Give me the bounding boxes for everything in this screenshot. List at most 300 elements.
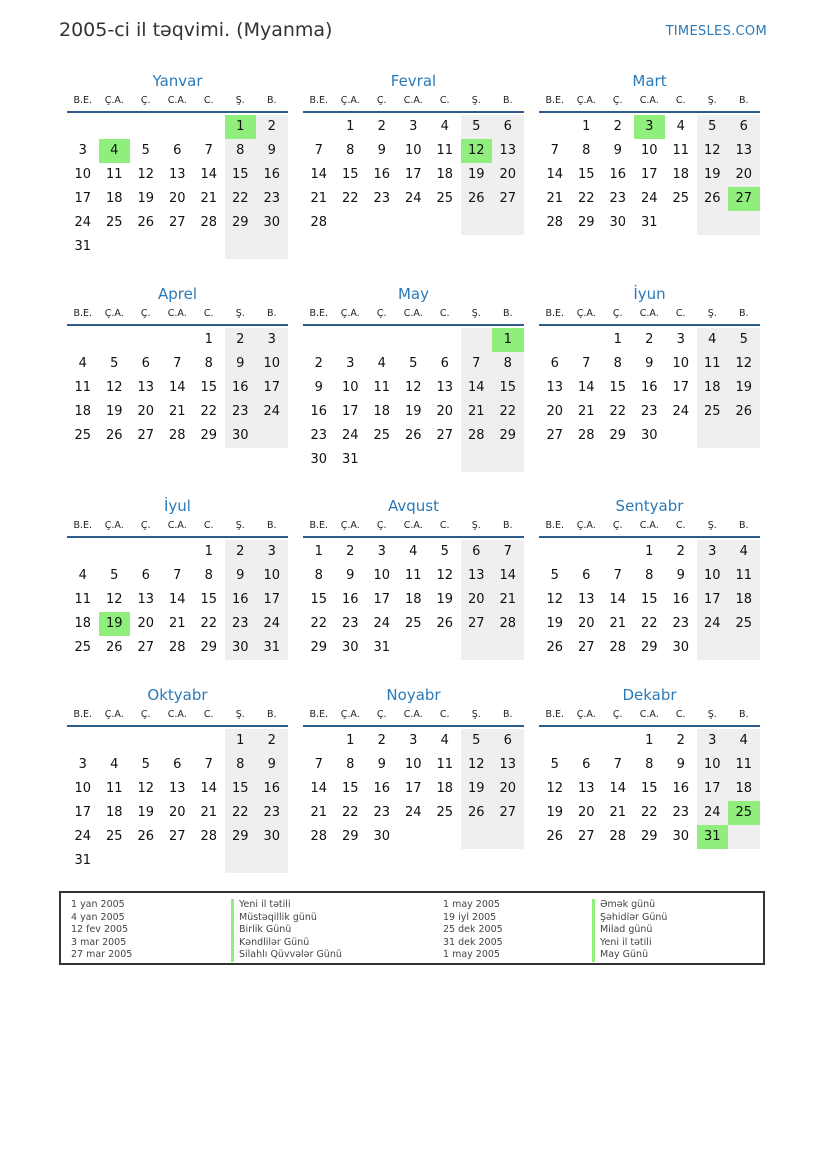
day-cell: 2 xyxy=(225,540,257,564)
weekday-header: B. xyxy=(502,709,513,720)
day-cell: 8 xyxy=(314,568,323,583)
day-cell: 28 xyxy=(168,640,186,655)
empty-day-cell xyxy=(429,448,461,472)
day-cell: 25 xyxy=(74,640,92,655)
empty-day-cell xyxy=(398,211,430,235)
legend-date: 27 mar 2005 xyxy=(71,949,133,960)
day-cell: 18 xyxy=(436,781,454,796)
day-cell: 2 xyxy=(314,356,323,371)
day-cell: 15 xyxy=(225,777,257,801)
day-cell: 20 xyxy=(436,404,454,419)
day-cell: 4 xyxy=(440,733,449,748)
day-cell: 6 xyxy=(550,356,559,371)
empty-day-cell xyxy=(99,115,131,139)
empty-day-cell xyxy=(571,540,603,564)
day-cell: 1 xyxy=(613,332,622,347)
weekday-header: Ç. xyxy=(376,95,387,106)
day-cell: 22 xyxy=(200,404,218,419)
day-cell: 29 xyxy=(640,640,658,655)
day-cell: 28 xyxy=(310,215,328,230)
day-cell: 27 xyxy=(137,428,155,443)
day-cell: 25 xyxy=(74,428,92,443)
empty-day-cell xyxy=(193,849,225,873)
weekday-header: C.A. xyxy=(167,95,187,106)
day-cell: 10 xyxy=(697,564,729,588)
day-cell: 19 xyxy=(697,163,729,187)
day-cell: 19 xyxy=(436,592,454,607)
day-cell: 21 xyxy=(609,805,627,820)
month-block xyxy=(303,284,524,472)
day-cell: 21 xyxy=(492,588,524,612)
day-cell: 16 xyxy=(609,167,627,182)
day-cell: 24 xyxy=(640,191,658,206)
day-cell: 26 xyxy=(697,187,729,211)
day-cell: 31 xyxy=(256,636,288,660)
legend-names-right xyxy=(592,899,667,962)
empty-day-cell xyxy=(429,825,461,849)
day-cell: 9 xyxy=(314,380,323,395)
day-cell: 29 xyxy=(310,640,328,655)
weekday-header: C. xyxy=(203,709,214,720)
day-cell: 22 xyxy=(341,191,359,206)
day-grid xyxy=(539,540,760,660)
day-cell: 2 xyxy=(676,544,685,559)
day-cell: 23 xyxy=(640,404,658,419)
empty-day-cell xyxy=(461,636,493,660)
month-block xyxy=(67,284,288,448)
weekday-header: C. xyxy=(439,308,450,319)
day-cell: 16 xyxy=(341,592,359,607)
day-cell: 24 xyxy=(341,428,359,443)
day-cell: 12 xyxy=(105,380,123,395)
day-cell: 14 xyxy=(200,781,218,796)
day-cell: 25 xyxy=(728,801,760,825)
day-cell: 2 xyxy=(676,733,685,748)
day-cell: 12 xyxy=(461,753,493,777)
weekday-header-row xyxy=(67,306,288,326)
day-cell: 9 xyxy=(256,139,288,163)
empty-day-cell xyxy=(193,235,225,259)
day-cell: 28 xyxy=(577,428,595,443)
day-cell: 6 xyxy=(141,568,150,583)
day-cell: 22 xyxy=(225,187,257,211)
day-cell: 7 xyxy=(613,568,622,583)
day-cell: 3 xyxy=(676,332,685,347)
day-cell: 7 xyxy=(204,757,213,772)
weekday-header-row xyxy=(67,518,288,538)
weekday-header: Ç.A. xyxy=(340,709,360,720)
empty-day-cell xyxy=(461,825,493,849)
weekday-header: Ş. xyxy=(235,308,245,319)
empty-day-cell xyxy=(571,328,603,352)
day-cell: 20 xyxy=(577,805,595,820)
weekday-header: Ş. xyxy=(707,95,717,106)
day-cell: 28 xyxy=(200,829,218,844)
day-cell: 14 xyxy=(200,167,218,182)
empty-day-cell xyxy=(130,729,162,753)
day-cell: 1 xyxy=(645,733,654,748)
day-cell: 27 xyxy=(546,428,564,443)
day-cell: 12 xyxy=(105,592,123,607)
empty-day-cell xyxy=(697,424,729,448)
day-cell: 4 xyxy=(78,356,87,371)
empty-day-cell xyxy=(193,115,225,139)
day-cell: 2 xyxy=(377,119,386,134)
weekday-header: B.E. xyxy=(545,95,565,106)
day-cell: 27 xyxy=(461,612,493,636)
day-cell: 23 xyxy=(225,612,257,636)
weekday-header: Ç.A. xyxy=(104,308,124,319)
day-cell: 7 xyxy=(173,356,182,371)
day-cell: 25 xyxy=(436,191,454,206)
day-cell: 19 xyxy=(137,805,155,820)
empty-day-cell xyxy=(728,636,760,660)
day-cell: 7 xyxy=(314,143,323,158)
month-block xyxy=(67,496,288,660)
day-cell: 6 xyxy=(173,143,182,158)
empty-day-cell xyxy=(461,448,493,472)
day-cell: 9 xyxy=(225,564,257,588)
legend-holiday-name: Şəhidlər Günü xyxy=(592,912,667,925)
day-cell: 26 xyxy=(105,428,123,443)
day-cell: 9 xyxy=(377,757,386,772)
empty-day-cell xyxy=(429,328,461,352)
day-cell: 18 xyxy=(697,376,729,400)
weekday-header: Ş. xyxy=(707,308,717,319)
day-cell: 22 xyxy=(609,404,627,419)
legend-date: 1 yan 2005 xyxy=(71,899,125,910)
weekday-header: B.E. xyxy=(545,308,565,319)
day-cell: 26 xyxy=(105,640,123,655)
day-cell: 17 xyxy=(672,380,690,395)
weekday-header: B.E. xyxy=(73,520,93,531)
day-cell: 27 xyxy=(168,829,186,844)
weekday-header: C.A. xyxy=(403,520,423,531)
day-cell: 11 xyxy=(74,380,92,395)
day-cell: 5 xyxy=(550,568,559,583)
empty-day-cell xyxy=(225,235,257,259)
day-cell: 17 xyxy=(74,191,92,206)
day-cell: 1 xyxy=(225,115,257,139)
day-cell: 24 xyxy=(373,616,391,631)
weekday-header: B. xyxy=(266,520,277,531)
day-cell: 30 xyxy=(225,636,257,660)
weekday-header: C.A. xyxy=(403,308,423,319)
empty-day-cell xyxy=(429,211,461,235)
day-cell: 8 xyxy=(582,143,591,158)
day-cell: 12 xyxy=(137,781,155,796)
weekday-header: Ş. xyxy=(707,520,717,531)
day-cell: 9 xyxy=(645,356,654,371)
day-cell: 6 xyxy=(582,568,591,583)
day-cell: 29 xyxy=(577,215,595,230)
legend-holiday-name: May Günü xyxy=(592,949,667,962)
day-cell: 31 xyxy=(74,239,92,254)
empty-day-cell xyxy=(429,636,461,660)
month-name: Noyabr xyxy=(386,686,441,704)
day-cell: 11 xyxy=(672,143,690,158)
legend-date: 1 may 2005 xyxy=(443,949,500,960)
day-cell: 7 xyxy=(204,143,213,158)
day-cell: 7 xyxy=(492,540,524,564)
day-cell: 9 xyxy=(256,753,288,777)
day-cell: 5 xyxy=(440,544,449,559)
day-cell: 16 xyxy=(310,404,328,419)
day-cell: 5 xyxy=(141,143,150,158)
day-cell: 8 xyxy=(204,568,213,583)
day-cell: 16 xyxy=(672,781,690,796)
month-block xyxy=(539,71,760,235)
day-cell: 29 xyxy=(225,211,257,235)
weekday-header: C. xyxy=(675,308,686,319)
day-cell: 17 xyxy=(697,777,729,801)
day-cell: 2 xyxy=(346,544,355,559)
day-cell: 30 xyxy=(256,825,288,849)
empty-day-cell xyxy=(130,849,162,873)
empty-day-cell xyxy=(162,849,194,873)
brand-link[interactable]: TIMESLES.COM xyxy=(665,24,767,39)
day-cell: 30 xyxy=(256,211,288,235)
empty-day-cell xyxy=(461,328,493,352)
empty-day-cell xyxy=(99,729,131,753)
day-cell: 7 xyxy=(461,352,493,376)
day-cell: 14 xyxy=(310,781,328,796)
day-cell: 2 xyxy=(645,332,654,347)
day-cell: 22 xyxy=(200,616,218,631)
empty-day-cell xyxy=(162,115,194,139)
month-block xyxy=(67,685,288,873)
day-cell: 4 xyxy=(78,568,87,583)
day-cell: 12 xyxy=(546,592,564,607)
weekday-header: Ç. xyxy=(612,520,623,531)
day-cell: 10 xyxy=(256,352,288,376)
day-cell: 18 xyxy=(404,592,422,607)
day-cell: 6 xyxy=(440,356,449,371)
day-cell: 11 xyxy=(74,592,92,607)
empty-day-cell xyxy=(256,235,288,259)
day-cell: 5 xyxy=(550,757,559,772)
day-cell: 6 xyxy=(173,757,182,772)
empty-day-cell xyxy=(366,328,398,352)
empty-day-cell xyxy=(162,540,194,564)
day-cell: 29 xyxy=(341,829,359,844)
month-block xyxy=(539,496,760,660)
day-cell: 26 xyxy=(436,616,454,631)
weekday-header-row xyxy=(303,93,524,113)
weekday-header: C.A. xyxy=(639,520,659,531)
day-cell: 12 xyxy=(461,139,493,163)
day-cell: 28 xyxy=(200,215,218,230)
day-cell: 4 xyxy=(99,139,131,163)
day-grid xyxy=(303,115,524,235)
day-cell: 20 xyxy=(168,805,186,820)
weekday-header: Ç. xyxy=(612,709,623,720)
day-cell: 29 xyxy=(225,825,257,849)
day-grid xyxy=(303,729,524,849)
day-cell: 16 xyxy=(373,167,391,182)
month-name: Sentyabr xyxy=(615,497,684,515)
month-name: Fevral xyxy=(390,72,437,90)
day-cell: 17 xyxy=(373,592,391,607)
day-cell: 20 xyxy=(577,616,595,631)
day-cell: 21 xyxy=(609,616,627,631)
weekday-header-row xyxy=(303,518,524,538)
day-cell: 30 xyxy=(672,829,690,844)
weekday-header: C. xyxy=(439,709,450,720)
empty-day-cell xyxy=(225,849,257,873)
day-cell: 17 xyxy=(697,588,729,612)
day-cell: 30 xyxy=(640,428,658,443)
empty-day-cell xyxy=(492,636,524,660)
day-cell: 4 xyxy=(728,729,760,753)
day-cell: 11 xyxy=(404,568,422,583)
weekday-header: Ş. xyxy=(707,709,717,720)
day-cell: 3 xyxy=(697,729,729,753)
weekday-header: C.A. xyxy=(403,709,423,720)
empty-day-cell xyxy=(492,448,524,472)
day-cell: 12 xyxy=(728,352,760,376)
weekday-header: C. xyxy=(675,709,686,720)
day-grid xyxy=(539,328,760,448)
day-cell: 23 xyxy=(225,400,257,424)
weekday-header: Ş. xyxy=(235,95,245,106)
day-cell: 4 xyxy=(728,540,760,564)
day-cell: 2 xyxy=(256,115,288,139)
day-cell: 8 xyxy=(645,568,654,583)
day-cell: 26 xyxy=(461,187,493,211)
day-cell: 21 xyxy=(310,191,328,206)
weekday-header: Ç.A. xyxy=(340,95,360,106)
weekday-header: C.A. xyxy=(639,308,659,319)
day-cell: 27 xyxy=(436,428,454,443)
empty-day-cell xyxy=(461,211,493,235)
day-cell: 28 xyxy=(310,829,328,844)
day-cell: 19 xyxy=(99,612,131,636)
day-cell: 16 xyxy=(256,163,288,187)
day-cell: 13 xyxy=(137,380,155,395)
weekday-header: Ç. xyxy=(140,308,151,319)
day-cell: 14 xyxy=(168,592,186,607)
weekday-header: B.E. xyxy=(309,95,329,106)
day-grid xyxy=(303,540,524,660)
weekday-header: Ç. xyxy=(140,520,151,531)
month-name: Avqust xyxy=(388,497,439,515)
day-cell: 18 xyxy=(74,404,92,419)
weekday-header: Ş. xyxy=(471,709,481,720)
weekday-header: B.E. xyxy=(73,709,93,720)
day-cell: 31 xyxy=(697,825,729,849)
day-cell: 24 xyxy=(404,191,422,206)
day-cell: 11 xyxy=(373,380,391,395)
legend-date: 31 dek 2005 xyxy=(443,936,503,948)
day-cell: 2 xyxy=(256,729,288,753)
empty-day-cell xyxy=(99,235,131,259)
day-cell: 16 xyxy=(672,592,690,607)
day-cell: 29 xyxy=(200,428,218,443)
empty-day-cell xyxy=(303,115,335,139)
day-cell: 20 xyxy=(728,163,760,187)
day-cell: 13 xyxy=(577,781,595,796)
weekday-header: B.E. xyxy=(545,520,565,531)
weekday-header: C. xyxy=(203,520,214,531)
day-cell: 31 xyxy=(74,853,92,868)
day-cell: 23 xyxy=(373,805,391,820)
weekday-header: Ç. xyxy=(376,308,387,319)
weekday-header: Ç.A. xyxy=(104,95,124,106)
day-cell: 12 xyxy=(137,167,155,182)
weekday-header: Ç. xyxy=(376,520,387,531)
weekday-header: C. xyxy=(439,95,450,106)
day-cell: 23 xyxy=(341,616,359,631)
legend-holiday-name: Yeni il tətili xyxy=(231,899,342,912)
empty-day-cell xyxy=(539,540,571,564)
day-cell: 5 xyxy=(409,356,418,371)
day-cell: 12 xyxy=(436,568,454,583)
day-cell: 3 xyxy=(78,143,87,158)
legend-date: 1 may 2005 xyxy=(443,899,500,910)
day-cell: 23 xyxy=(609,191,627,206)
empty-day-cell xyxy=(67,540,99,564)
month-name: Oktyabr xyxy=(147,686,208,704)
day-cell: 1 xyxy=(492,328,524,352)
day-cell: 17 xyxy=(74,805,92,820)
legend-dates-left xyxy=(71,899,132,962)
weekday-header: B. xyxy=(266,308,277,319)
day-cell: 17 xyxy=(256,588,288,612)
day-cell: 18 xyxy=(373,404,391,419)
day-cell: 14 xyxy=(310,167,328,182)
day-cell: 16 xyxy=(373,781,391,796)
day-cell: 26 xyxy=(546,829,564,844)
day-cell: 26 xyxy=(137,829,155,844)
day-cell: 7 xyxy=(613,757,622,772)
day-grid xyxy=(539,115,760,235)
empty-day-cell xyxy=(67,328,99,352)
day-cell: 13 xyxy=(728,139,760,163)
day-cell: 21 xyxy=(461,400,493,424)
day-cell: 22 xyxy=(341,805,359,820)
day-cell: 1 xyxy=(346,733,355,748)
day-cell: 25 xyxy=(105,829,123,844)
day-cell: 1 xyxy=(204,332,213,347)
day-cell: 19 xyxy=(546,805,564,820)
day-cell: 13 xyxy=(168,781,186,796)
legend-holiday-name: Kəndlilər Günü xyxy=(231,937,342,950)
weekday-header: Ş. xyxy=(471,520,481,531)
empty-day-cell xyxy=(665,424,697,448)
day-grid xyxy=(303,328,524,472)
weekday-header: B. xyxy=(502,95,513,106)
empty-day-cell xyxy=(99,328,131,352)
day-cell: 3 xyxy=(256,328,288,352)
day-cell: 18 xyxy=(728,777,760,801)
day-cell: 1 xyxy=(645,544,654,559)
month-block xyxy=(539,685,760,849)
day-cell: 6 xyxy=(461,540,493,564)
month-block xyxy=(539,284,760,448)
weekday-header: Ç.A. xyxy=(340,520,360,531)
page-title: 2005-ci il təqvimi. (Myanma) xyxy=(59,19,333,41)
day-cell: 18 xyxy=(436,167,454,182)
day-cell: 21 xyxy=(168,616,186,631)
day-cell: 25 xyxy=(373,428,391,443)
day-cell: 24 xyxy=(404,805,422,820)
day-cell: 10 xyxy=(640,143,658,158)
day-cell: 26 xyxy=(404,428,422,443)
day-cell: 30 xyxy=(609,215,627,230)
day-cell: 18 xyxy=(74,616,92,631)
weekday-header-row xyxy=(303,707,524,727)
